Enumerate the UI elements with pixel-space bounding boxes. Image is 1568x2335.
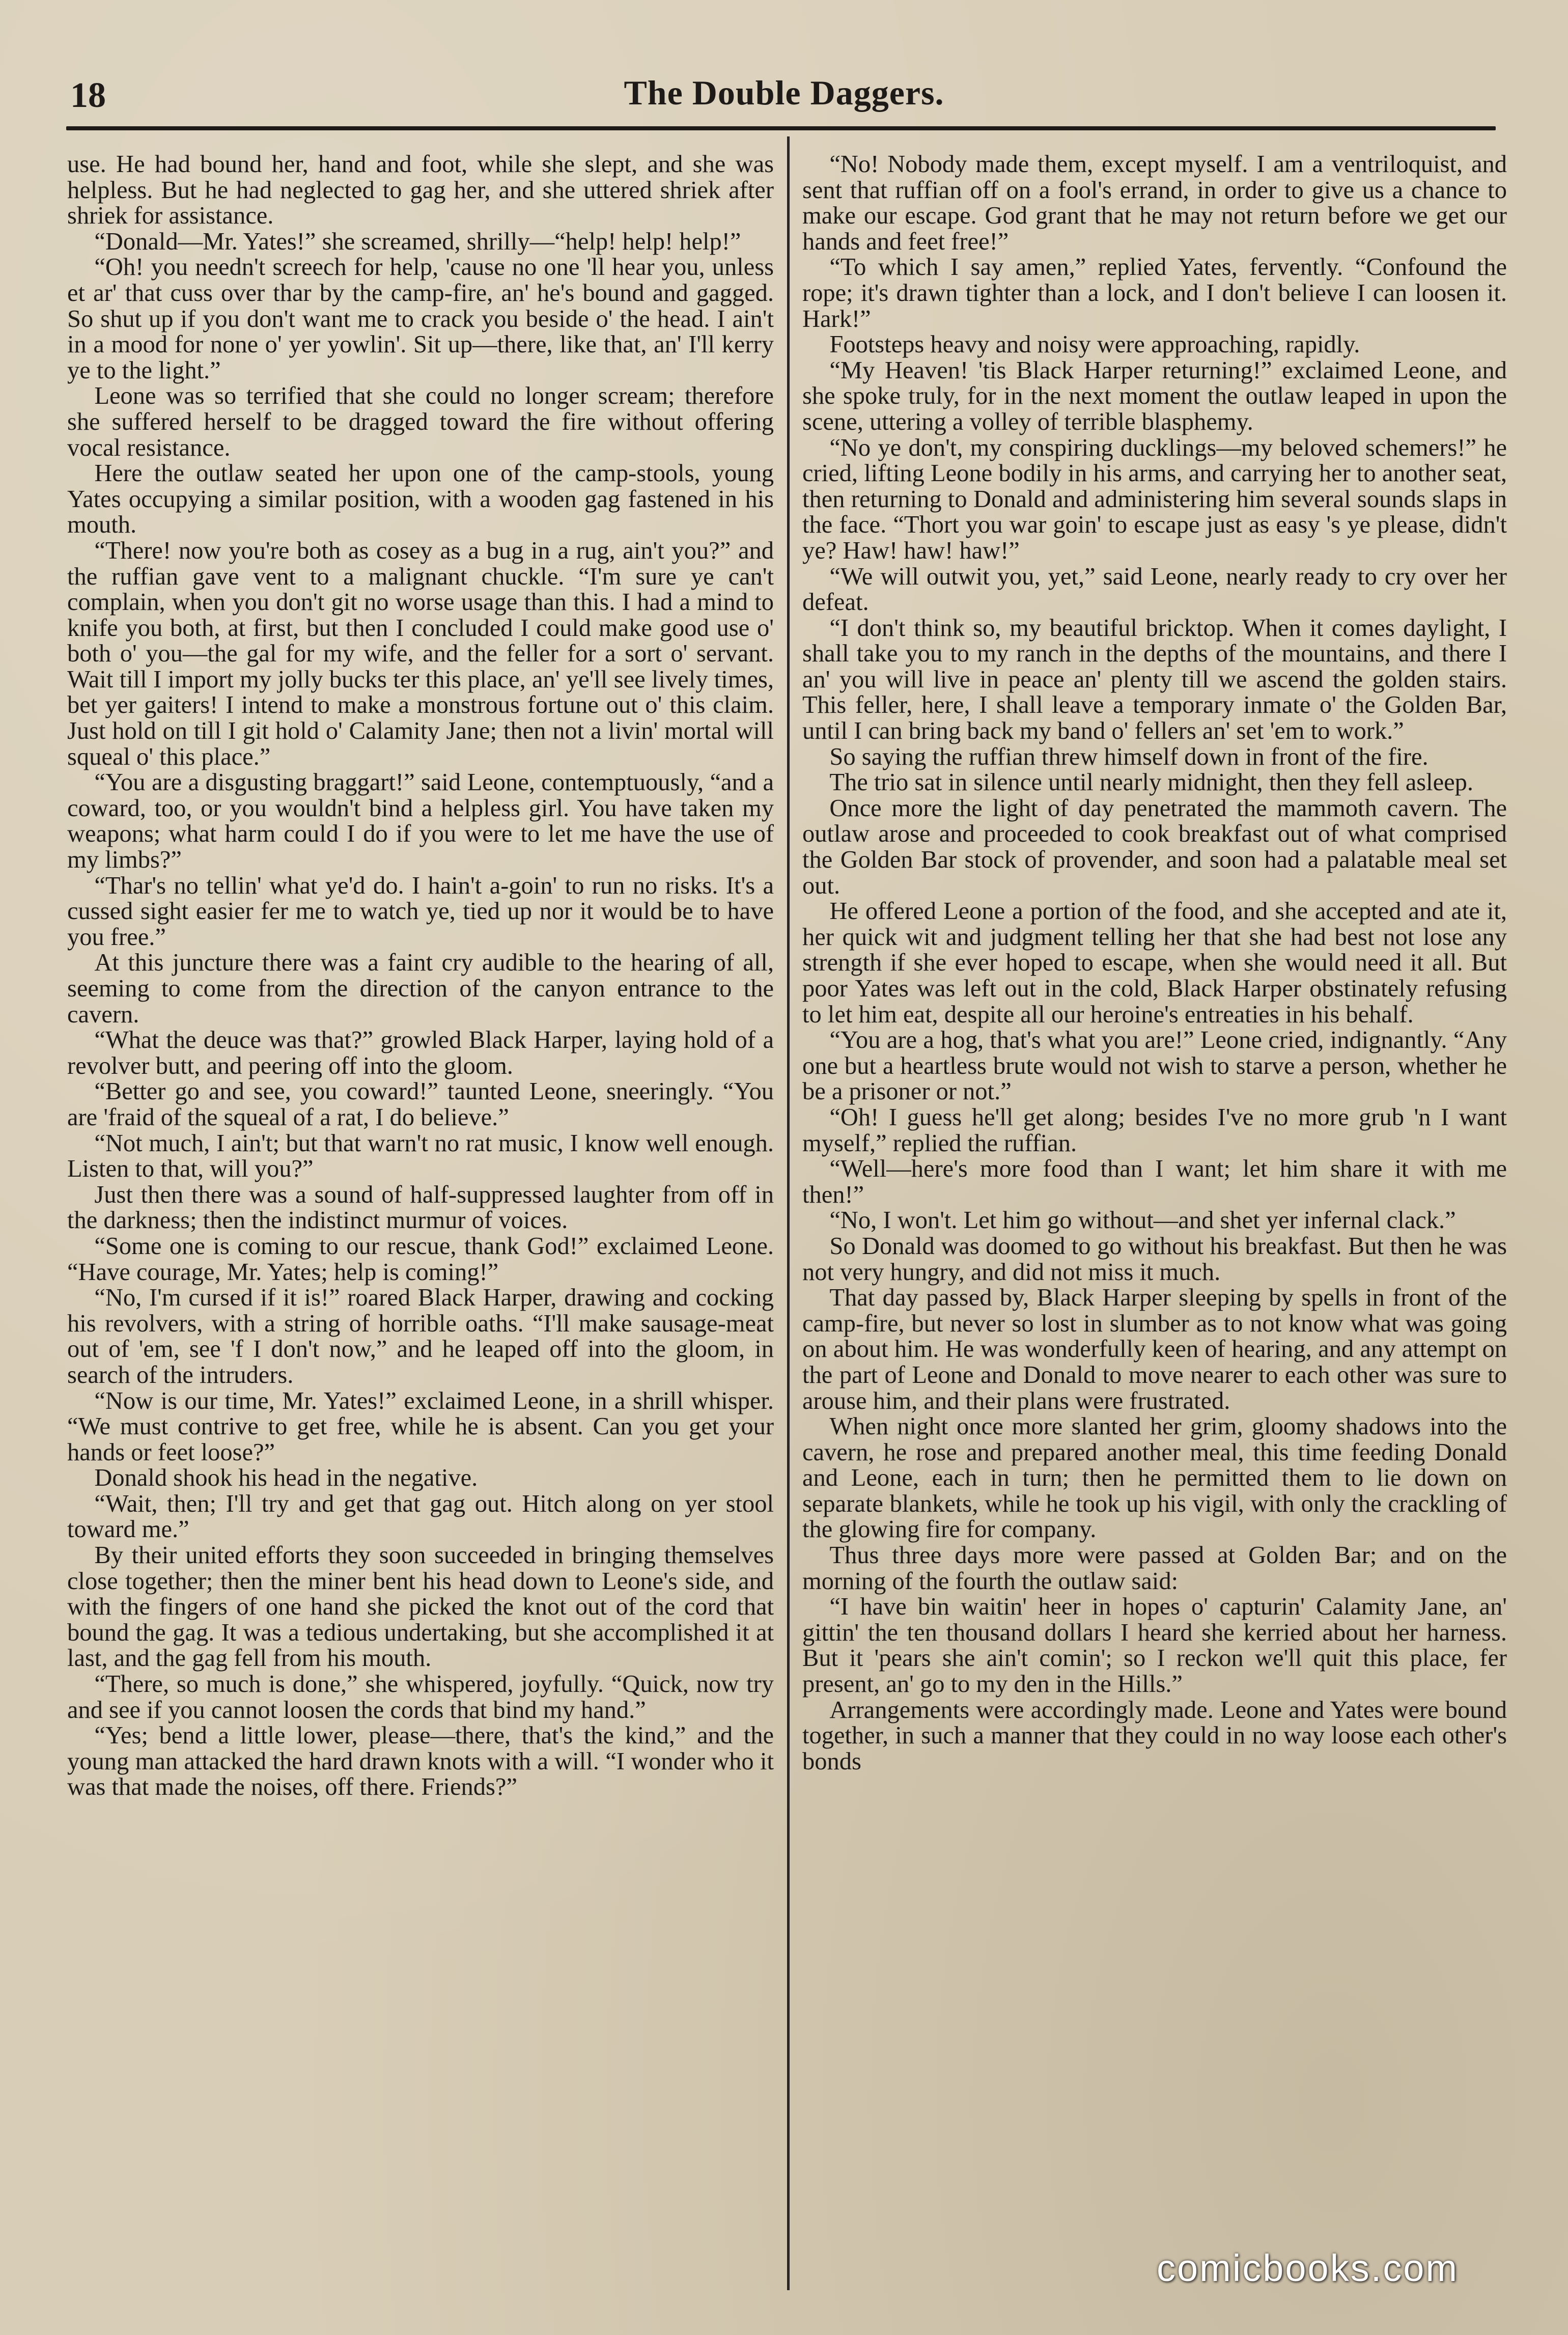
paragraph: “No, I won't. Let him go without—and shet yer infernal clack.” xyxy=(829,1207,1456,1234)
paragraph: By their united efforts they soon succeeded in bringing themselves close together; then the miner bent his head down to Leone's side, and with the fingers of one hand she picked the knot out of the cord that bound the gag. It was a tedious undertaking, but she accomplished it at last, and the gag fell from his mouth. xyxy=(67,1542,774,1672)
paragraph: Donald shook his head in the negative. xyxy=(94,1464,478,1492)
left-column xyxy=(67,152,774,2305)
paragraph: “Well—here's more food than I want; let him share it with me then!” xyxy=(802,1155,1507,1208)
paragraph: “Not much, I ain't; but that warn't no rat music, I know well enough. Listen to that, will you?” xyxy=(67,1129,774,1183)
column-divider xyxy=(787,136,790,2290)
paragraph: “Yes; bend a little lower, please—there, that's the kind,” and the young man attacked the hard drawn knots with a will. “I wonder who it was that made the noises, off there. Friends?” xyxy=(67,1722,774,1801)
paragraph: use. He had bound her, hand and foot, while she slept, and she was helpless. But he had neglected to gag her, and she uttered shriek after shriek for assistance. xyxy=(67,152,774,230)
paragraph: “Some one is coming to our rescue, thank God!” exclaimed Leone. “Have courage, Mr. Yates; help is coming!” xyxy=(67,1232,774,1286)
paragraph: “Wait, then; I'll try and get that gag out. Hitch along on yer stool toward me.” xyxy=(67,1490,774,1543)
paragraph: When night once more slanted her grim, gloomy shadows into the cavern, he rose and prepared another meal, this time feeding Donald and Leone, each in turn; then he permitted them to lie down on separate blankets, while he took up his vigil, with only the crackling of the glowing fire for company. xyxy=(802,1413,1507,1543)
paragraph: He offered Leone a portion of the food, and she accepted and ate it, her quick wit and judgment telling her that she had best not lose any strength if she ever hoped to escape, when she would need it all. But poor Yates was left out in the cold, Black Harper obstinately refusing to let him eat, despite all our heroine's entreaties in his behalf. xyxy=(802,898,1507,1028)
paragraph: “There, so much is done,” she whispered, joyfully. “Quick, now try and see if you cannot loosen the cords that bind my hand.” xyxy=(67,1671,774,1724)
paragraph: “My Heaven! 'tis Black Harper returning!” exclaimed Leone, and she spoke truly, for in the next moment the outlaw leaped in upon the scene, uttering a volley of terrible blasphemy. xyxy=(802,356,1507,435)
right-column xyxy=(802,152,1507,2305)
paragraph: Here the outlaw seated her upon one of the camp-stools, young Yates occupying a similar position, with a wooden gag fastened in his mouth. xyxy=(67,460,774,539)
paragraph: “No, I'm cursed if it is!” roared Black Harper, drawing and cocking his revolvers, with a string of horrible oaths. “I'll make sausage-meat out of 'em, see 'f I don't now,” and he leaped off into the gloom, in search of the intruders. xyxy=(67,1284,774,1388)
paragraph: “No ye don't, my conspiring ducklings—my beloved schemers!” he cried, lifting Leone bodily in his arms, and carrying her to another seat, then returning to Donald and administering him several sounds slaps in the face. “Thort you war goin' to escape just as easy 's ye please, didn't ye? Haw! haw! haw!” xyxy=(802,434,1507,564)
paragraph: “Oh! I guess he'll get along; besides I've no more grub 'n I want myself,” replied the ruffian. xyxy=(802,1103,1507,1157)
paragraph: Arrangements were accordingly made. Leone and Yates were bound together, in such a manner that they could in no way loose each other's bonds xyxy=(802,1696,1507,1775)
paragraph: “I have bin waitin' heer in hopes o' capturin' Calamity Jane, an' gittin' the ten thousand dollars I heard she kerried about her harness. But it 'pears she ain't comin'; so I reckon we'll quit this place, fer present, an' go to my den in the Hills.” xyxy=(802,1593,1507,1698)
paragraph: “Thar's no tellin' what ye'd do. I hain't a-goin' to run no risks. It's a cussed sight easier fer me to watch ye, tied up nor it would be to have you free.” xyxy=(67,872,774,951)
paragraph: “Donald—Mr. Yates!” she screamed, shrilly—“help! help! help!” xyxy=(94,228,741,255)
paragraph: Once more the light of day penetrated the mammoth cavern. The outlaw arose and proceeded to cook breakfast out of what comprised the Golden Bar stock of provender, and soon had a palatable meal set out. xyxy=(802,794,1507,899)
paragraph: So saying the ruffian threw himself down in front of the fire. xyxy=(829,743,1429,770)
paragraph: Thus three days more were passed at Golden Bar; and on the morning of the fourth the outlaw said: xyxy=(802,1542,1507,1595)
paragraph: “To which I say amen,” replied Yates, fervently. “Confound the rope; it's drawn tighter than a lock, and I don't believe I can loosen it. Hark!” xyxy=(802,254,1507,332)
paragraph: “You are a hog, that's what you are!” Leone cried, indignantly. “Any one but a heartless brute would not wish to starve a person, whether he be a prisoner or not.” xyxy=(802,1026,1507,1105)
paragraph: “Oh! you needn't screech for help, 'cause no one 'll hear you, unless et ar' that cuss over thar by the camp-fire, an' he's bound and gagged. So shut up if you don't want me to crack you beside o' the head. I ain't in a mood for none o' yer yowlin'. Sit up—there, like that, an' I'll kerry ye to the light.” xyxy=(67,254,774,384)
paragraph: “We will outwit you, yet,” said Leone, nearly ready to cry over her defeat. xyxy=(802,563,1507,616)
watermark: comicbooks.com xyxy=(1157,2247,1459,2289)
paragraph: Leone was so terrified that she could no longer scream; therefore she suffered herself to be dragged toward the fire without offering vocal resistance. xyxy=(67,382,774,461)
paragraph: “No! Nobody made them, except myself. I am a ventriloquist, and sent that ruffian off on a fool's errand, in order to give us a chance to make our escape. God grant that he may not return before we get our hands and feet free!” xyxy=(802,152,1507,255)
paragraph: Footsteps heavy and noisy were approaching, rapidly. xyxy=(829,331,1360,358)
header-rule xyxy=(66,126,1496,130)
paragraph: “Now is our time, Mr. Yates!” exclaimed Leone, in a shrill whisper. “We must contrive to get free, while he is absent. Can you get your hands or feet loose?” xyxy=(67,1387,774,1466)
paragraph: “I don't think so, my beautiful bricktop. When it comes daylight, I shall take you to my ranch in the depths of the mountains, and there I an' you will live in peace an' plenty till we ascend the golden stairs. This feller, here, I shall leave a temporary inmate o' the Golden Bar, until I can bring back my band o' fellers an' set 'em to work.” xyxy=(802,614,1507,745)
paragraph: Just then there was a sound of half-suppressed laughter from off in the darkness; then the indistinct murmur of voices. xyxy=(67,1181,774,1234)
page-number: 18 xyxy=(70,76,106,115)
paragraph: “What the deuce was that?” growled Black Harper, laying hold of a revolver butt, and peering off into the gloom. xyxy=(67,1026,774,1079)
paragraph: The trio sat in silence until nearly midnight, then they fell asleep. xyxy=(829,769,1474,796)
page-title: The Double Daggers. xyxy=(624,73,944,112)
paragraph: “There! now you're both as cosey as a bug in a rug, ain't you?” and the ruffian gave vent to a malignant chuckle. “I'm sure ye can't complain, when you don't git no worse usage than this. I had a mind to knife you both, at first, but then I concluded I could make good use o' both o' you—the gal for my wife, and the feller for a sort o' servant. Wait till I import my jolly bucks ter this place, an' ye'll see lively times, bet yer gaiters! I intend to make a monstrous fortune out o' this claim. Just hold on till I git hold o' Calamity Jane; then not a livin' mortal will squeal o' this place.” xyxy=(67,537,774,770)
paragraph: At this juncture there was a faint cry audible to the hearing of all, seeming to come from the direction of the canyon entrance to the cavern. xyxy=(67,949,774,1028)
paragraph: That day passed by, Black Harper sleeping by spells in front of the camp-fire, but never so lost in slumber as to not know what was going on about him. He was wonderfully keen of hearing, and any attempt on the part of Leone and Donald to move nearer to each other was sure to arouse him, and their plans were frustrated. xyxy=(802,1284,1507,1414)
paragraph: “You are a disgusting braggart!” said Leone, contemptuously, “and a coward, too, or you wouldn't bind a helpless girl. You have taken my weapons; what harm could I do if you were to let me have the use of my limbs?” xyxy=(67,769,774,874)
paragraph: So Donald was doomed to go without his breakfast. But then he was not very hungry, and did not miss it much. xyxy=(802,1232,1507,1286)
paragraph: “Better go and see, you coward!” taunted Leone, sneeringly. “You are 'fraid of the squeal of a rat, I do believe.” xyxy=(67,1078,774,1131)
